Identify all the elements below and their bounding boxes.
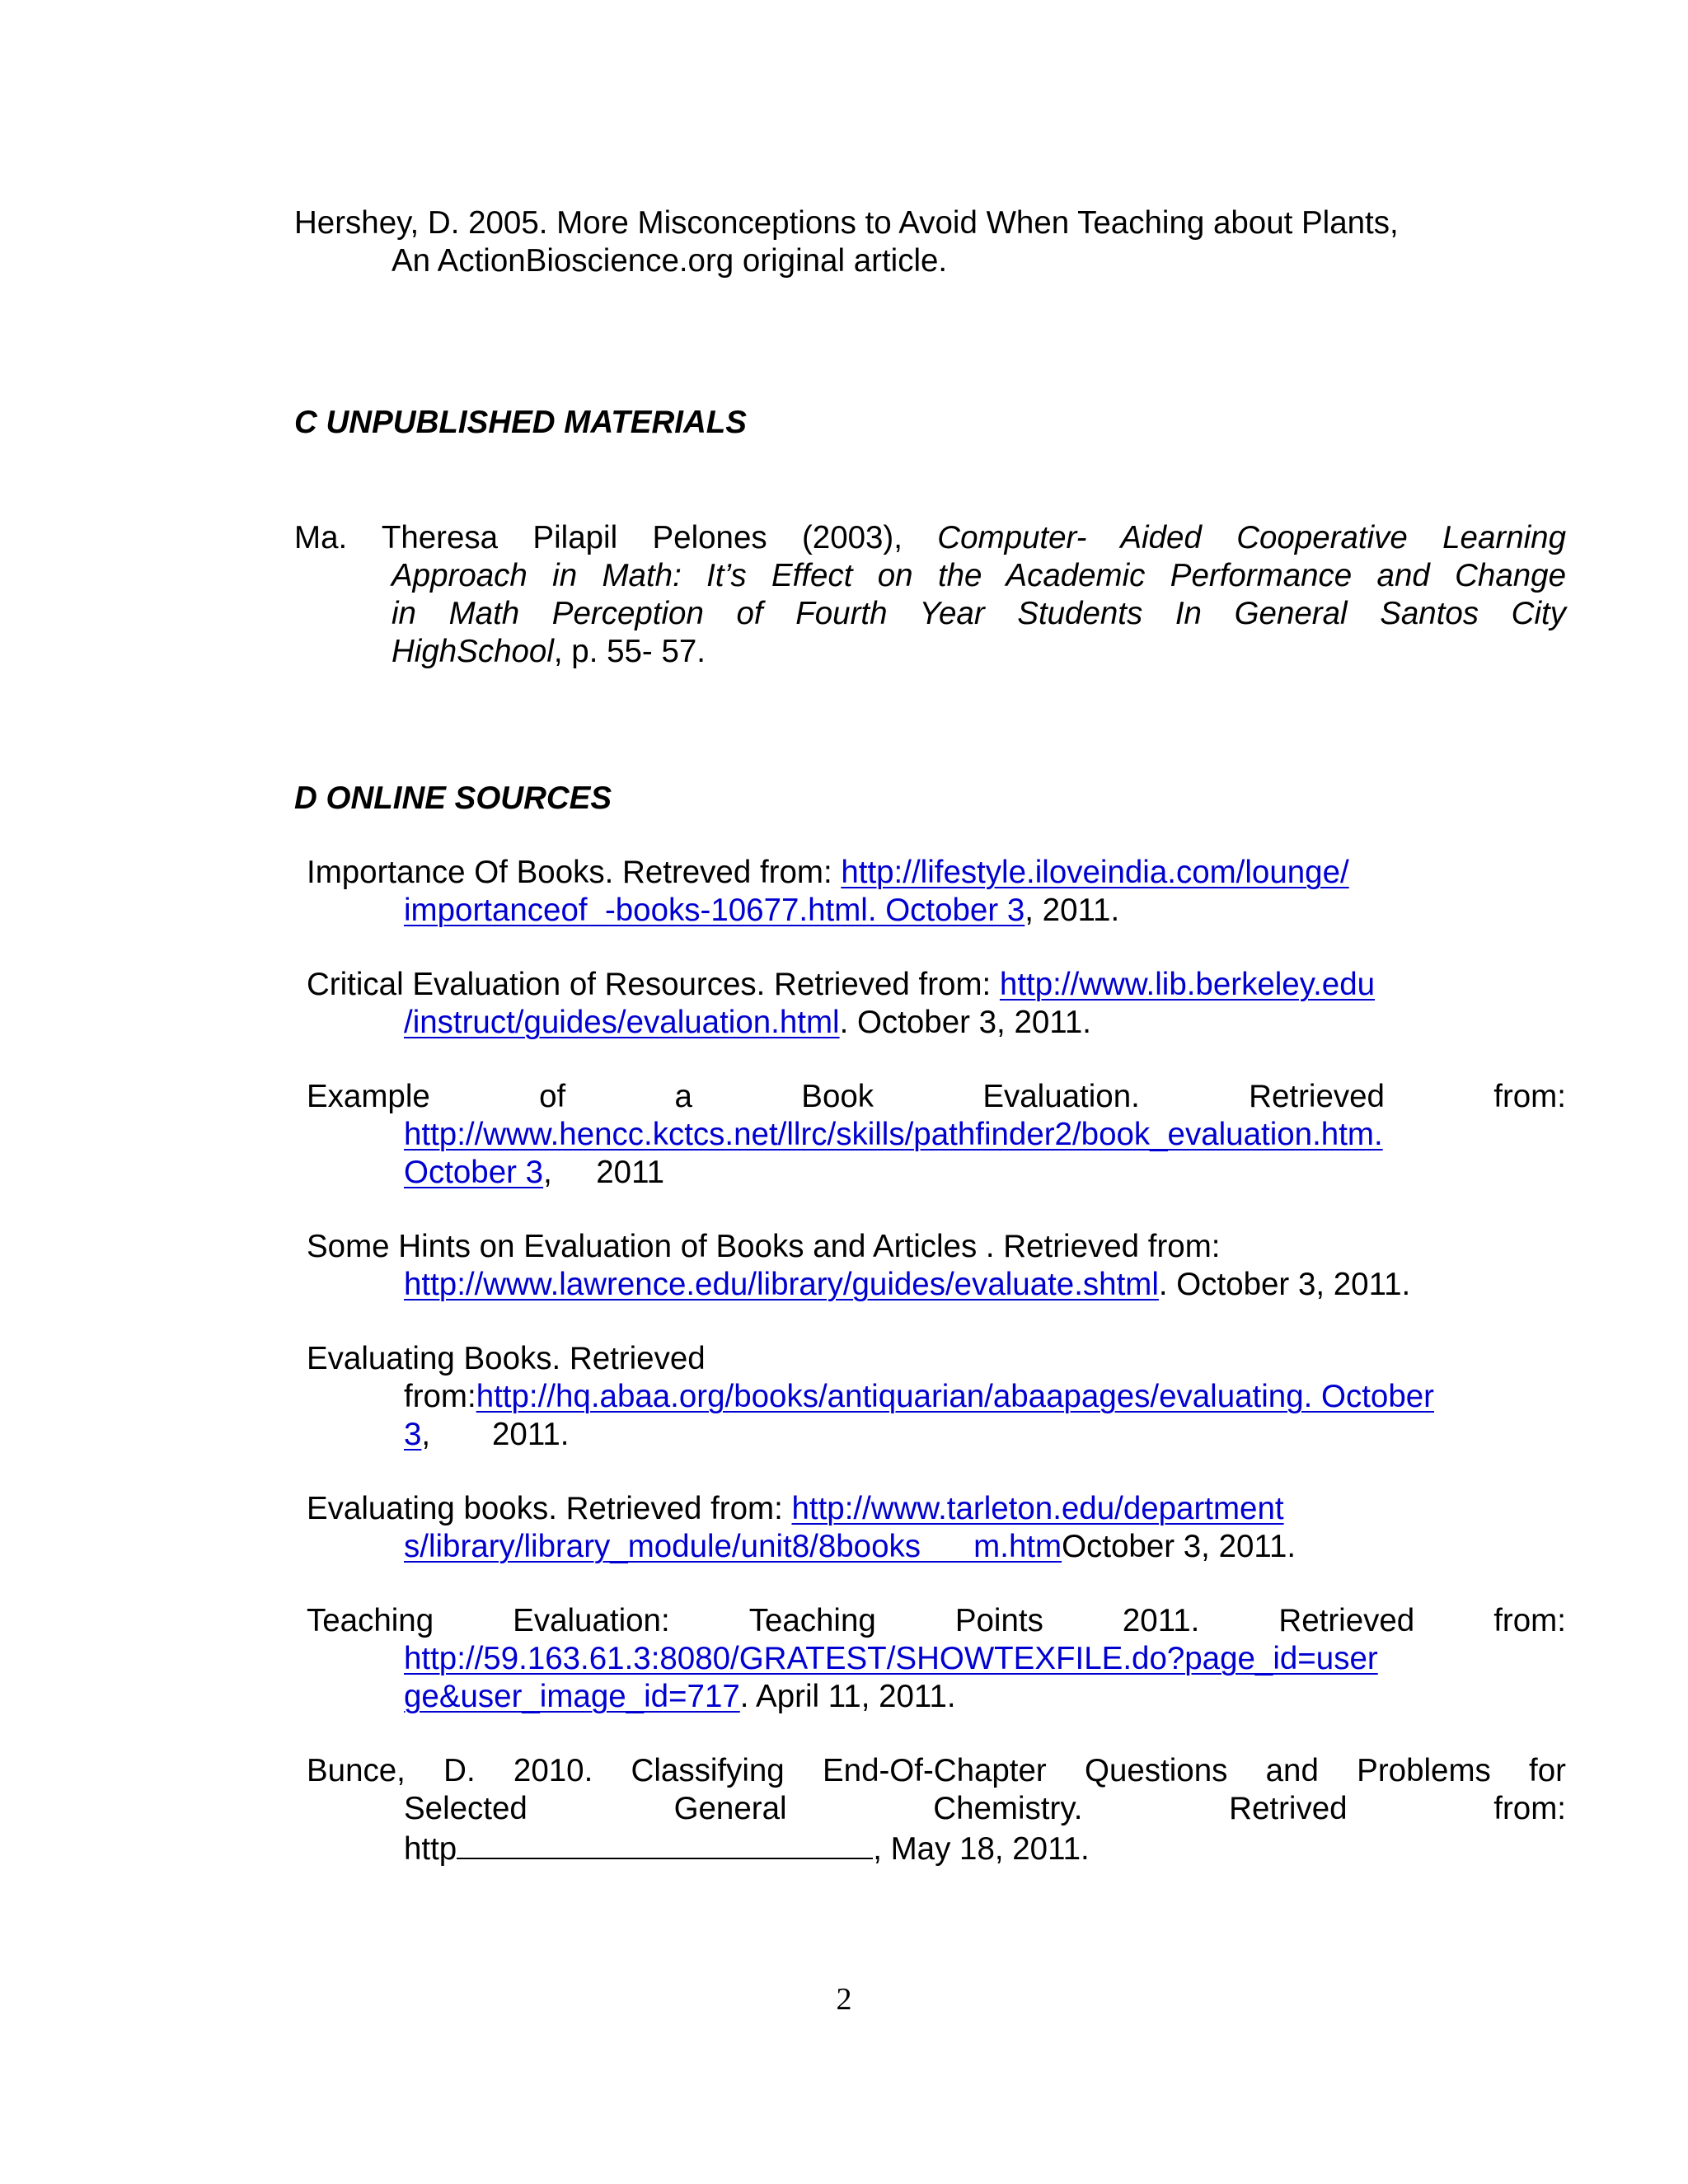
word: Points — [954, 1603, 1043, 1638]
reference-line — [404, 1828, 1566, 1868]
online-source-critical-evaluation — [307, 966, 1566, 1042]
source-prefix: from: — [404, 1379, 476, 1414]
source-title: Critical Evaluation of Resources. Retrieved from: — [307, 967, 1000, 1002]
word: Retrived — [1229, 1791, 1348, 1826]
source-link[interactable]: importanceof -books-10677.html. October 3 — [404, 893, 1025, 928]
word: Retrieved — [1278, 1603, 1415, 1638]
reference-line — [392, 557, 1566, 595]
source-title: Importance Of Books. Retreved from: — [307, 855, 842, 890]
source-link[interactable]: 3 — [404, 1417, 422, 1452]
reference-pages: , p. 55- 57. — [553, 634, 706, 669]
source-date: , May 18, 2011. — [873, 1831, 1090, 1867]
reference-line — [404, 1154, 1566, 1192]
word: 2011. — [1122, 1603, 1200, 1638]
source-link[interactable]: http://www.lawrence.edu/library/guides/evaluate.shtml — [404, 1267, 1159, 1302]
word: a — [674, 1079, 692, 1114]
reference-line — [392, 633, 1566, 671]
reference-line — [404, 1004, 1566, 1042]
word: Evaluation. — [982, 1079, 1140, 1114]
reference-line — [307, 854, 1566, 892]
reference-line: An ActionBioscience.org original article. — [392, 243, 948, 279]
reference-line: Bunce, D. 2010. Classifying End-Of-Chapter Questions and Problems for — [307, 1753, 1566, 1788]
word: from: — [1493, 1603, 1566, 1638]
reference-line: Hershey, D. 2005. More Misconceptions to Avoid When Teaching about Plants, — [294, 205, 1399, 241]
reference-line — [404, 1378, 1566, 1416]
reference-line — [307, 1340, 1566, 1378]
online-source-some-hints — [307, 1228, 1566, 1304]
reference-line — [404, 1640, 1566, 1678]
word: from: — [1493, 1079, 1566, 1114]
section-heading-online: D ONLINE SOURCES — [294, 780, 612, 816]
source-date: . October 3, 2011. — [839, 1005, 1091, 1040]
word: Selected — [404, 1791, 528, 1826]
source-link[interactable]: s/library/library_module/unit8/8books m.htm — [404, 1529, 1062, 1564]
source-date: , 2011. — [421, 1417, 570, 1452]
source-link[interactable]: http://hq.abaa.org/books/antiquarian/abaapages/evaluating. October — [476, 1379, 1434, 1414]
word: Book — [801, 1079, 874, 1114]
source-link[interactable]: http://www.lib.berkeley.edu — [999, 967, 1376, 1002]
reference-title: Approach in Math: It’s Effect on the Academic Performance and Change — [392, 558, 1566, 593]
source-link[interactable]: http://www.hencc.kctcs.net/llrc/skills/pathfinder2/book_evaluation.htm. — [404, 1117, 1383, 1152]
reference-line — [307, 1078, 1566, 1116]
blank-underline — [457, 1828, 873, 1859]
reference-line — [307, 966, 1566, 1004]
source-date: , 2011. — [1025, 893, 1120, 928]
online-source-bunce — [307, 1752, 1566, 1868]
reference-line — [404, 1528, 1566, 1566]
source-link[interactable]: http://lifestyle.iloveindia.com/lounge/ — [841, 855, 1349, 890]
reference-line — [404, 1678, 1566, 1716]
source-date: . October 3, 2011. — [1158, 1267, 1411, 1302]
reference-pelones — [294, 519, 1566, 671]
source-link[interactable]: /instruct/guides/evaluation.html — [404, 1005, 840, 1040]
reference-line — [404, 892, 1566, 930]
word: Chemistry. — [933, 1791, 1083, 1826]
source-date: . April 11, 2011. — [739, 1679, 956, 1714]
reference-line — [404, 1116, 1566, 1154]
word: Teaching — [307, 1603, 434, 1638]
source-date: October 3, 2011. — [1062, 1529, 1296, 1564]
online-source-importance-of-books — [307, 854, 1566, 930]
reference-line — [392, 595, 1566, 633]
reference-line — [307, 1490, 1566, 1528]
reference-title: in Math Perception of Fourth Year Students In General Santos City — [392, 596, 1566, 631]
reference-author: Ma. Theresa Pilapil Pelones (2003), — [294, 520, 938, 555]
reference-line — [404, 1266, 1566, 1304]
word: from: — [1493, 1791, 1566, 1826]
page-number: 2 — [836, 1982, 852, 2017]
source-link[interactable]: http://www.tarleton.edu/department — [791, 1491, 1284, 1526]
reference-line — [404, 1790, 1566, 1828]
word: of — [539, 1079, 566, 1114]
source-title: Evaluating Books. Retrieved — [307, 1341, 706, 1376]
online-source-evaluating-books-abaa — [307, 1340, 1566, 1454]
word: Teaching — [748, 1603, 876, 1638]
word: Example — [307, 1079, 430, 1114]
online-source-teaching-evaluation — [307, 1602, 1566, 1716]
reference-title: HighSchool — [392, 634, 554, 669]
source-date: , 2011 — [543, 1155, 665, 1190]
reference-title: Computer- Aided Cooperative Learning — [937, 520, 1566, 555]
source-link[interactable]: ge&user_image_id=717 — [404, 1679, 740, 1714]
source-link[interactable]: http://59.163.61.3:8080/GRATEST/SHOWTEXFILE.do?page_id=user — [404, 1641, 1378, 1676]
reference-line — [404, 1416, 1566, 1454]
online-source-evaluating-books-tarleton — [307, 1490, 1566, 1566]
source-link[interactable]: October 3 — [404, 1155, 544, 1190]
source-title: Evaluating books. Retrieved from: — [307, 1491, 792, 1526]
reference-line — [307, 1228, 1566, 1266]
source-prefix: http — [404, 1831, 457, 1867]
reference-hershey — [294, 204, 1566, 280]
word: Evaluation: — [513, 1603, 670, 1638]
reference-line — [294, 519, 1566, 557]
reference-line — [307, 1602, 1566, 1640]
source-title: Some Hints on Evaluation of Books and Articles . Retrieved from: — [307, 1229, 1221, 1264]
section-heading-unpublished: C UNPUBLISHED MATERIALS — [294, 405, 747, 440]
word: Retrieved — [1249, 1079, 1385, 1114]
word: General — [673, 1791, 787, 1826]
online-source-book-evaluation-example — [307, 1078, 1566, 1192]
